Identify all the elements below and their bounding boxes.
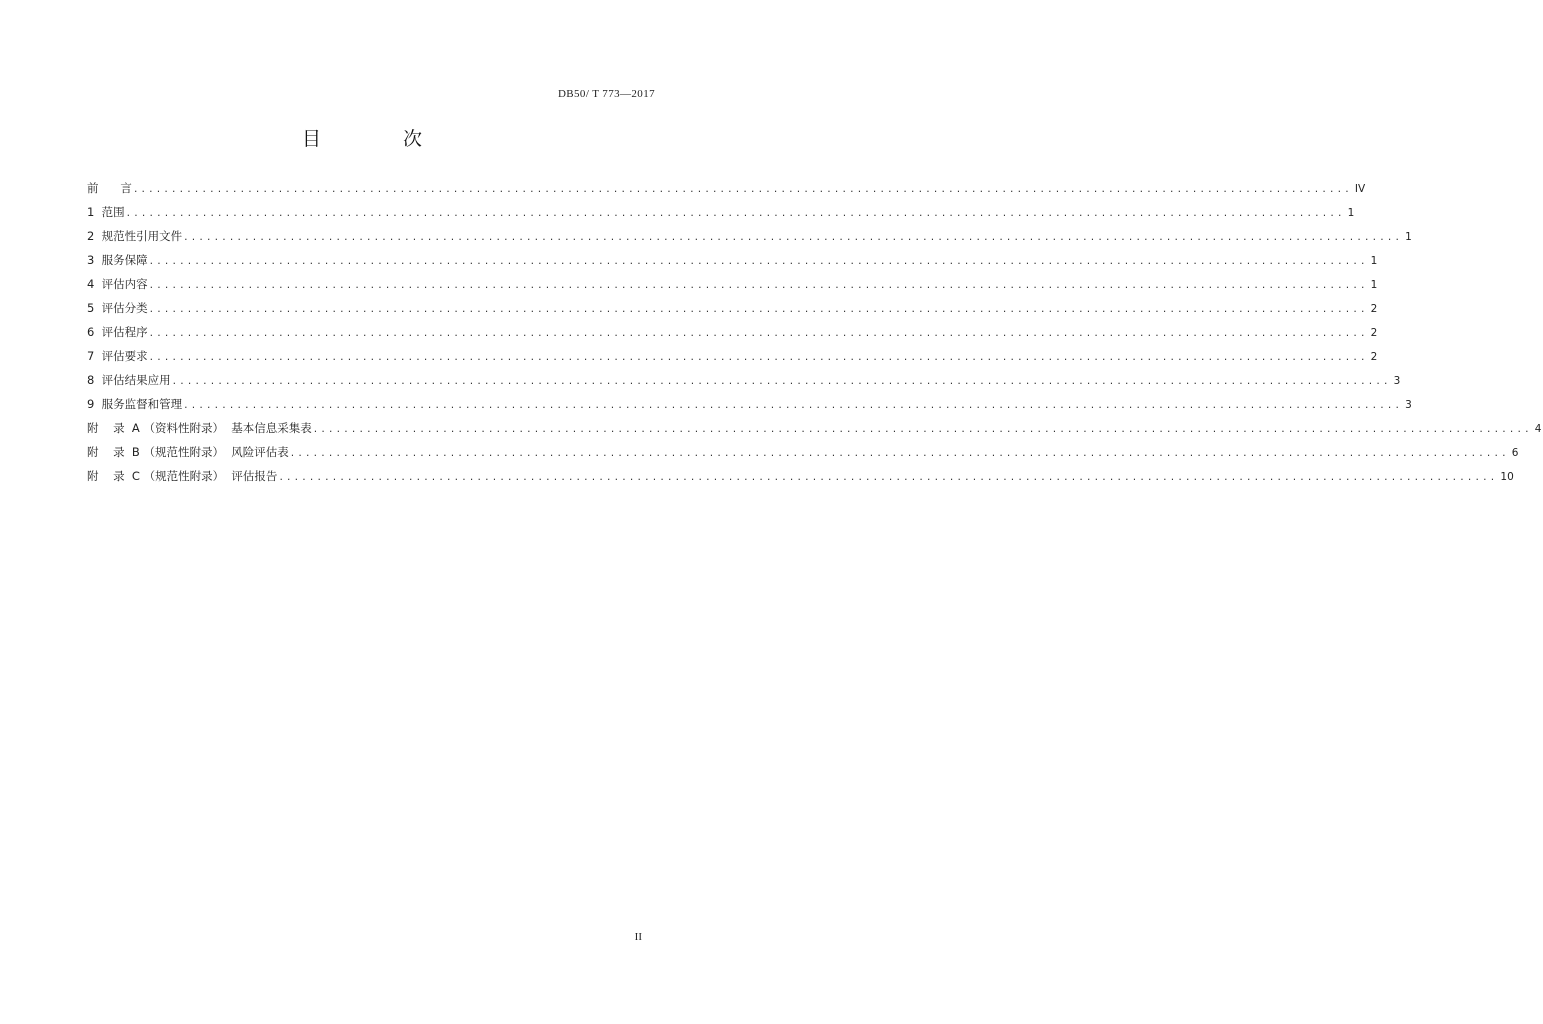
toc-entry[interactable] (87, 348, 1378, 372)
toc-entry[interactable] (87, 396, 1412, 420)
toc-entry-page: IV (1354, 183, 1366, 195)
toc-entry-label: 7 评估要求 (87, 349, 148, 363)
toc-entry-label: 4 评估内容 (87, 277, 148, 291)
toc-entry-page: 2 (1370, 303, 1378, 315)
dot-leader: ................................................................................................................................................................ (289, 449, 1509, 459)
toc-entry-label: 附 录 A （资料性附录） 基本信息采集表 (87, 421, 312, 435)
dot-leader: ................................................................................................................................................................ (171, 377, 1391, 387)
dot-leader: ................................................................................................................................................................ (312, 425, 1532, 435)
toc-entry[interactable] (87, 300, 1378, 324)
toc-entry[interactable] (87, 420, 1542, 444)
toc-entry-page: 1 (1370, 279, 1378, 291)
toc-entry-label: 6 评估程序 (87, 325, 148, 339)
dot-leader: ................................................................................................................................................................ (148, 257, 1368, 267)
toc-entry-page: 2 (1370, 351, 1378, 363)
toc-entry-page: 10 (1500, 471, 1514, 483)
toc-entry-label: 9 服务监督和管理 (87, 397, 183, 411)
toc-entry-label: 3 服务保障 (87, 253, 148, 267)
dot-leader: ................................................................................................................................................................ (148, 281, 1368, 291)
toc-entry[interactable] (87, 252, 1378, 276)
toc-entry-label: 前 言 (87, 181, 132, 195)
dot-leader: ................................................................................................................................................................ (148, 329, 1368, 339)
toc-entry[interactable] (87, 228, 1412, 252)
table-of-contents (87, 180, 1542, 492)
page-number: II (634, 931, 642, 943)
toc-entry[interactable] (87, 372, 1401, 396)
toc-entry-label: 附 录 B （规范性附录） 风险评估表 (87, 445, 289, 459)
dot-leader: ................................................................................................................................................................ (148, 305, 1368, 315)
dot-leader: ................................................................................................................................................................ (148, 353, 1368, 363)
page-title: 目 次 (301, 128, 461, 150)
toc-entry-page: 2 (1370, 327, 1378, 339)
toc-entry-page: 3 (1405, 399, 1412, 411)
dot-leader: ................................................................................................................................................................ (183, 233, 1403, 243)
toc-entry[interactable] (87, 324, 1378, 348)
toc-entry-label: 5 评估分类 (87, 301, 148, 315)
dot-leader: ................................................................................................................................................................ (132, 185, 1352, 195)
toc-entry-label: 2 规范性引用文件 (87, 229, 183, 243)
document-code: DB50/ T 773—2017 (557, 88, 655, 100)
toc-entry-page: 1 (1347, 207, 1355, 219)
toc-entry-label: 附 录 C （规范性附录） 评估报告 (87, 469, 278, 483)
toc-entry-page: 6 (1511, 447, 1519, 459)
toc-entry[interactable] (87, 444, 1519, 468)
toc-entry-page: 3 (1393, 375, 1401, 387)
dot-leader: ................................................................................................................................................................ (278, 473, 1498, 483)
toc-entry[interactable] (87, 276, 1378, 300)
toc-entry[interactable] (87, 468, 1514, 492)
toc-entry-label: 8 评估结果应用 (87, 373, 171, 387)
toc-entry-page: 4 (1534, 423, 1542, 435)
dot-leader: ................................................................................................................................................................ (125, 209, 1345, 219)
toc-entry-page: 1 (1370, 255, 1378, 267)
toc-entry[interactable] (87, 180, 1366, 204)
dot-leader: ................................................................................................................................................................ (183, 401, 1403, 411)
toc-entry-label: 1 范围 (87, 205, 125, 219)
toc-entry-page: 1 (1405, 231, 1412, 243)
toc-entry[interactable] (87, 204, 1355, 228)
